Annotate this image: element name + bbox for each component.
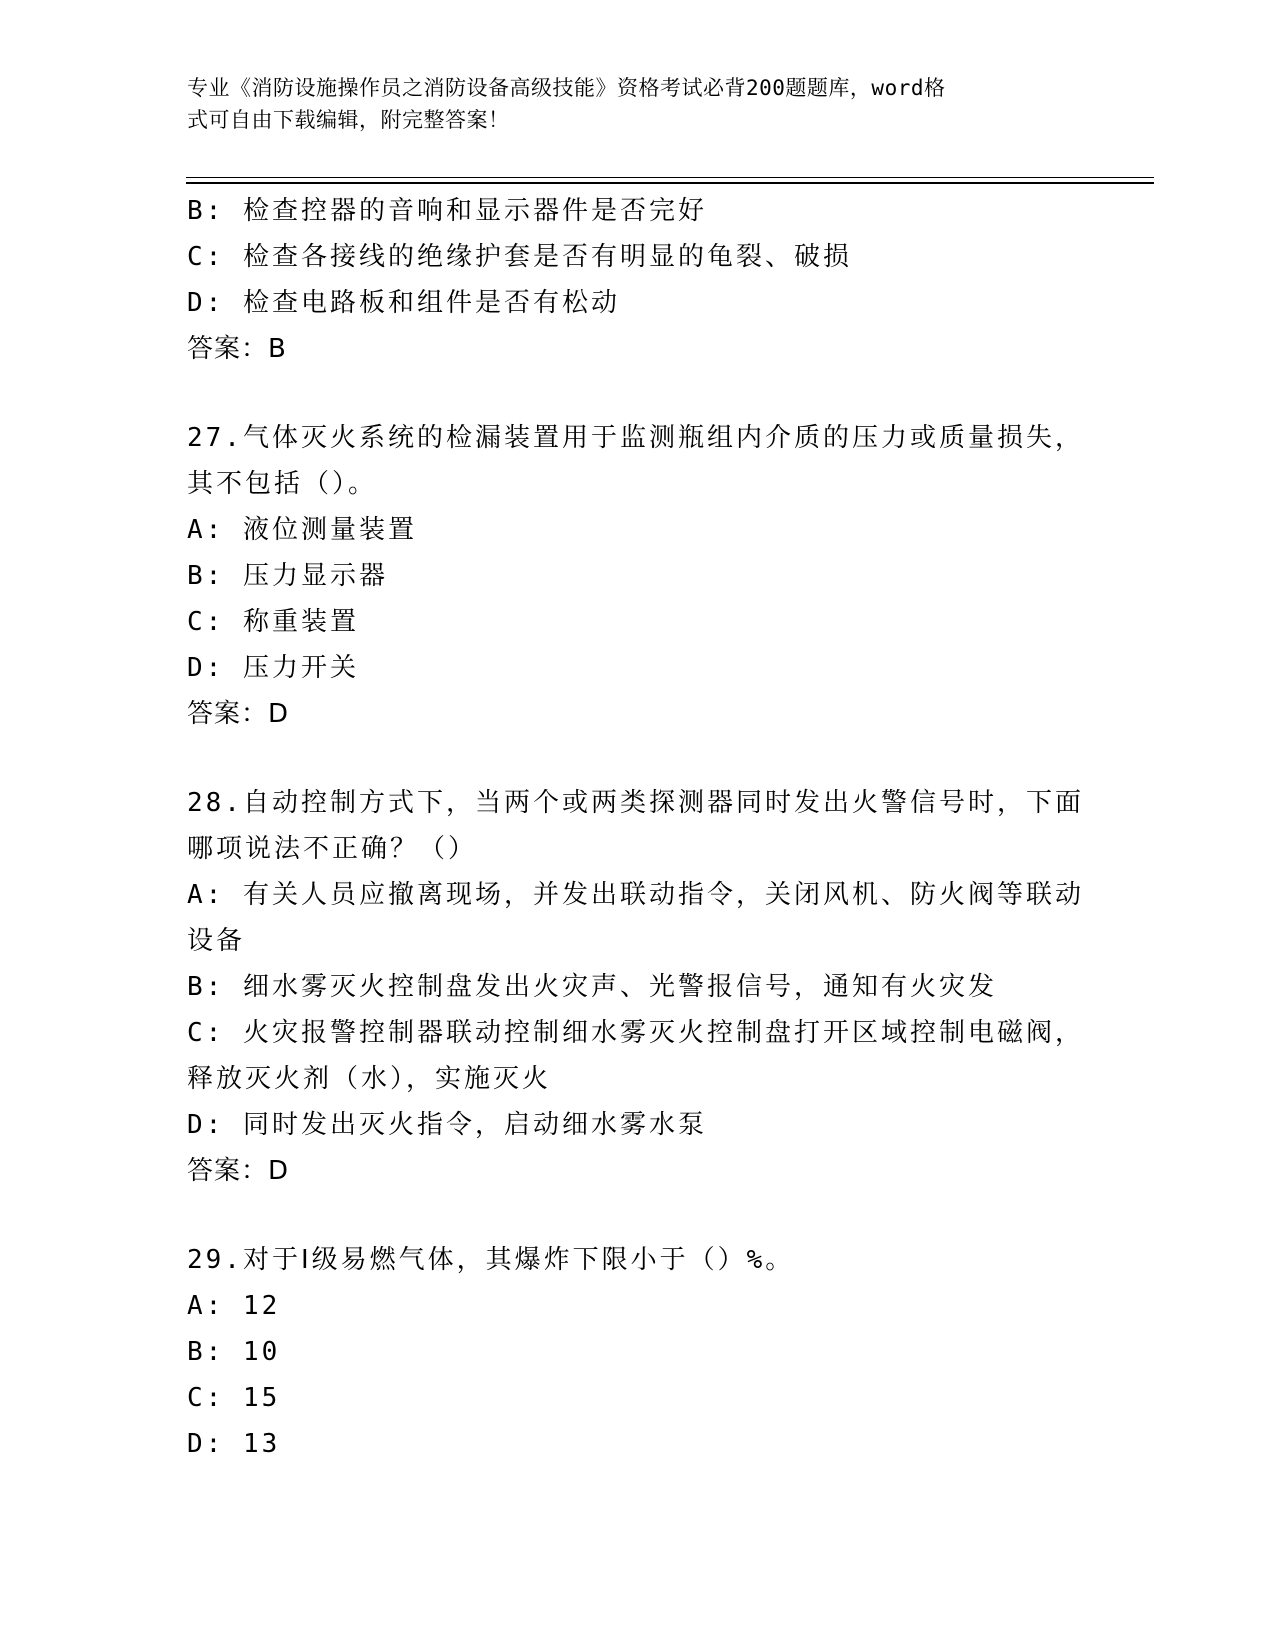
answer: 答案：B bbox=[187, 334, 287, 364]
option-d: D: 13 bbox=[187, 1429, 281, 1459]
option-a: A: 液位测量装置 bbox=[187, 515, 417, 545]
option-b: B: 10 bbox=[187, 1337, 281, 1367]
spacer bbox=[187, 372, 1087, 415]
question-stem-line: 27.气体灭火系统的检漏装置用于监测瓶组内介质的压力或质量损失， bbox=[187, 423, 1084, 453]
spacer bbox=[187, 737, 1087, 780]
option-c: C: 15 bbox=[187, 1383, 281, 1413]
header-line-1: 专业《消防设施操作员之消防设备高级技能》资格考试必背200题题库，word格 bbox=[187, 76, 946, 100]
document-header bbox=[187, 72, 1067, 136]
option-c: C: 火灾报警控制器联动控制细水雾灭火控制盘打开区域控制电磁阀， bbox=[187, 1018, 1084, 1048]
option-a-continued: 设备 bbox=[187, 926, 246, 956]
option-c-continued: 释放灭火剂（水），实施灭火 bbox=[187, 1064, 552, 1094]
question-27 bbox=[187, 415, 1087, 737]
question-list bbox=[187, 188, 1087, 1467]
question-stem-line: 哪项说法不正确？（） bbox=[187, 834, 478, 864]
answer: 答案：D bbox=[187, 1156, 290, 1186]
header-divider-thin bbox=[186, 177, 1154, 178]
answer: 答案：D bbox=[187, 699, 290, 729]
option-a: A: 有关人员应撤离现场，并发出联动指令，关闭风机、防火阀等联动 bbox=[187, 880, 1084, 910]
option-b: B: 压力显示器 bbox=[187, 561, 388, 591]
option-b: B: 细水雾灭火控制盘发出火灾声、光警报信号，通知有火灾发 bbox=[187, 972, 997, 1002]
option-c: C: 称重装置 bbox=[187, 607, 359, 637]
question-28 bbox=[187, 780, 1087, 1194]
question-26-continued bbox=[187, 188, 1087, 372]
option-d: D: 检查电路板和组件是否有松动 bbox=[187, 288, 620, 318]
option-a: A: 12 bbox=[187, 1291, 281, 1321]
spacer bbox=[187, 1194, 1087, 1237]
question-stem-line: 28.自动控制方式下，当两个或两类探测器同时发出火警信号时，下面 bbox=[187, 788, 1084, 818]
option-b: B: 检查控器的音响和显示器件是否完好 bbox=[187, 196, 707, 226]
option-d: D: 同时发出灭火指令，启动细水雾水泵 bbox=[187, 1110, 707, 1140]
header-line-2: 式可自由下载编辑，附完整答案！ bbox=[187, 108, 510, 132]
header-divider-thick bbox=[186, 182, 1154, 184]
question-stem-line: 29.对于Ⅰ级易燃气体，其爆炸下限小于（）%。 bbox=[187, 1245, 795, 1275]
option-d: D: 压力开关 bbox=[187, 653, 359, 683]
question-stem-line: 其不包括（）。 bbox=[187, 469, 378, 499]
question-29 bbox=[187, 1237, 1087, 1467]
option-c: C: 检查各接线的绝缘护套是否有明显的龟裂、破损 bbox=[187, 242, 852, 272]
